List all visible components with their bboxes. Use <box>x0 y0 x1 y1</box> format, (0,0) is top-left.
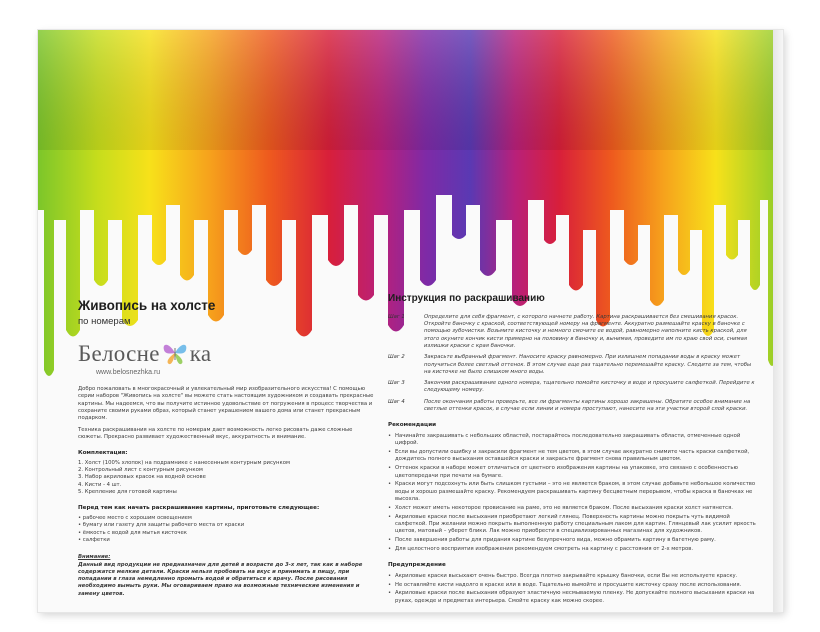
instruction-step <box>388 314 758 350</box>
list-item: 3. Набор акриловых красок на водной основе <box>78 474 206 481</box>
recommendations-title: Рекомендации <box>388 422 437 429</box>
warnings-list <box>388 573 758 605</box>
list-item: • ёмкость с водой для мытья кисточек <box>78 529 187 536</box>
step-text: Закончив раскрашивание одного номера, тщательно помойте кисточку в воде и просушите салфеткой. Перейдите к следующему номеру. <box>424 380 755 394</box>
prep-list <box>78 515 378 544</box>
warning-block <box>78 554 378 598</box>
list-item: • Не оставляйте кисти надолго в краске или в воде. Тщательно вымойте и просушите кисточку сразу после использования. <box>388 582 758 589</box>
list-item: • Оттенок краски в наборе может отличаться от цветного изображения картины на упаковке, это связано с особенностью цветопередачи при печати на бумаге. <box>388 465 758 480</box>
list-item: • Для целостного восприятия изображения рекомендуем смотреть на картину с расстояния от 2-х метров. <box>388 546 758 553</box>
list-item: • бумагу или газету для защиты рабочего места от краски <box>78 522 245 529</box>
paint-kit-box <box>38 30 783 612</box>
butterfly-icon <box>161 340 189 366</box>
recommendations-list <box>388 433 758 553</box>
step-text: Определите для себя фрагмент, с которого начнете работу. Картина раскрашивается без смешивания красок. Откройте баночку с краской, соответствующей номеру на фрагменте. Аккуратно размешайте краску в баночке с помощью зубочистки. Возьмите кисточку и немного смочите ее водой, равномерно наполните кисть краской, для этого окуните кончик кисти примерно на половину в баночку и, вынимая, проведите им по краю свой оси, снимая излишки краски с края баночки. <box>424 313 748 349</box>
brand-name-part2: ка <box>189 340 212 366</box>
prep-title: Перед тем как начать раскрашивание картины, приготовьте следующее: <box>78 505 320 512</box>
list-item: • салфетки <box>78 536 110 543</box>
step-text: Закрасьте выбранный фрагмент. Наносите краску равномерно. При излишнем попадании воды в краску может получиться более светлый оттенок. В этом случае еще раз тщательно перемешайте краску. Следите за тем, чтобы на кисточке не было слишком много воды. <box>424 354 752 375</box>
step-number: Шаг 3 <box>388 380 405 387</box>
product-title: Живопись на холсте <box>78 298 216 313</box>
brand-url: www.belosnezhka.ru <box>96 369 161 377</box>
kit-list <box>78 460 378 496</box>
step-number: Шаг 4 <box>388 398 405 405</box>
list-item: • Акриловые краски высыхают очень быстро. Всегда плотно закрывайте крышку баночки, если Вы не используете краску. <box>388 573 758 580</box>
list-item: • Если вы допустили ошибку и закрасили фрагмент не тем цветом, в этом случае аккуратно снимите часть краски салфеткой, дождитесь полного высыхания оставшейся краски и закрасьте фрагмент снова правильным цветом. <box>388 449 758 464</box>
list-item: 1. Холст (100% хлопок) на подрамнике с нанесенным контурным рисунком <box>78 459 290 466</box>
list-item: • Краски могут подсохнуть или быть слишком густыми – это не является браком, в этом случае добавьте небольшое количество воды и хорошо размешайте краску. Рекомендуем раскрашивать картину бесцветным перерывом, чтобы краска в баночках не высохла. <box>388 481 758 503</box>
list-item: • После завершения работы для придания картине безупречного вида, можно обрамить картину в багетную раму. <box>388 537 758 544</box>
left-column <box>78 298 378 598</box>
warning-title: Внимание: <box>78 554 111 561</box>
brand-name-part1: Белосне <box>78 340 160 366</box>
step-text: После окончания работы проверьте, все ли фрагменты картины хорошо закрашены. Обратите особое внимание на светлые оттенки красок, в случае если линии и номера проступают, нанесите на эти участки второй слой краски. <box>424 398 751 413</box>
list-item: 5. Крепление для готовой картины <box>78 489 177 495</box>
list-item: • Начинайте закрашивать с небольших областей, постарайтесь последовательно закрашивать области, отмеченные одной цифрой. <box>388 433 758 448</box>
list-item: • рабочее место с хорошим освещением <box>78 515 192 522</box>
box-side-edge <box>773 30 783 612</box>
kit-title: Комплектация: <box>78 450 128 457</box>
step-number: Шаг 2 <box>388 354 405 361</box>
intro-paragraph: Добро пожаловать в многокрасочный и увлекательный мир изобразительного искусства! С помощью серии наборов "Живопись на холсте" вы можете стать настоящим художником и создавать прекрасные картины. Мы надеемся, что вы получите истинное удовольствие от погружения в процесс творчества и сохраните своими руками образ, который станет украшением вашего дома или станет прекрасным подарком. <box>78 386 374 422</box>
list-item: 4. Кисти - 4 шт. <box>78 481 122 488</box>
brand-logo <box>78 338 378 370</box>
list-item: • Акриловые краски после высыхания приобретают легкий глянец. Поверхность картины можно покрыть чуть видимой салфеткой. При желании можно покрыть выполненную работу специальным лаком для картин. Глянцевый лак усилит яркость цветов, матовый – уберет блики. Лак можно приобрести в специализированных магазинах для художников. <box>388 514 758 536</box>
step-number: Шаг 1 <box>388 313 405 320</box>
intro-paragraph: Техника раскрашивания на холсте по номерам дает возможность легко рисовать даже сложные сюжеты. Прекрасно развивает художественный вкус, аккуратность и внимание. <box>78 426 353 440</box>
list-item: 2. Контрольный лист с контурным рисунком <box>78 467 203 474</box>
warning-text: Данный вид продукции не предназначен для детей в возрасте до 3-х лет, так как в наборе содержатся мелкие детали. Краски нельзя пробовать на вкус и принимать в пищу, при попадании в глаза немедленно промыть водой и обратиться к врачу. После рисования необходимо вымыть руки. Мы оговариваем право на возможные технические изменения и замену цветов. <box>78 561 363 597</box>
list-item: • Акриловые краски после высыхания образуют эластичную несмываемую пленку. Не допускайте полного высыхания краски на руках, одежде и предметах интерьера. Смойте краску как можно скорее. <box>388 590 758 605</box>
instruction-step <box>388 399 758 414</box>
instruction-step <box>388 354 758 376</box>
warnings-title: Предупреждение <box>388 562 446 569</box>
right-column <box>388 292 758 606</box>
instructions-title: Инструкция по раскрашиванию <box>388 293 545 304</box>
product-subtitle: по номерам <box>78 315 131 327</box>
list-item: • Холст может иметь некоторое провисание на раме, это не является браком. После высыхания краски холст натянется. <box>388 505 758 512</box>
instruction-step <box>388 380 758 395</box>
